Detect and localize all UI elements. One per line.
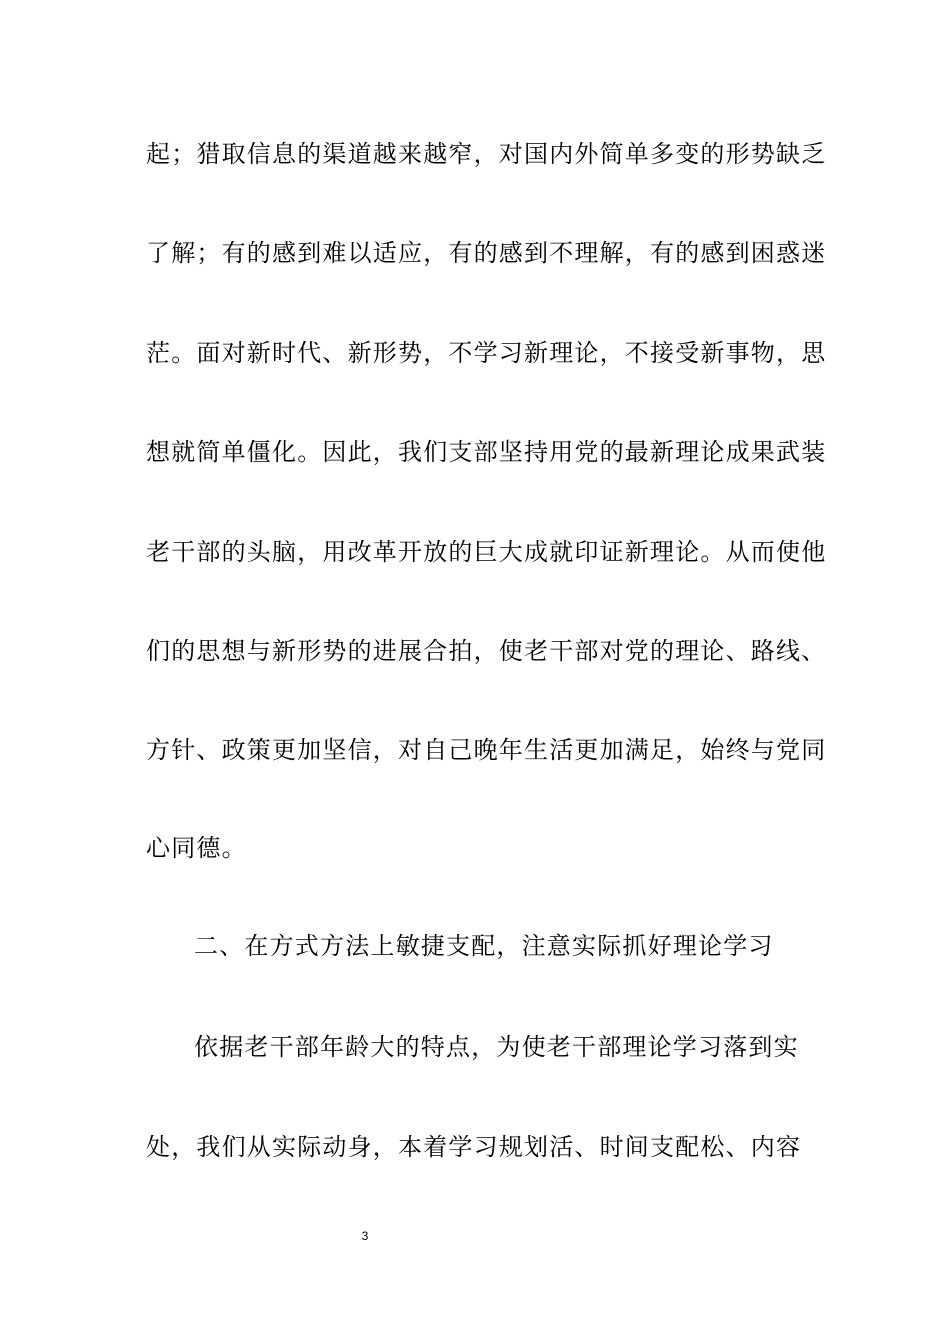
section-heading: 二、在方式方法上敏捷支配，注意实际抓好理论学习 — [194, 932, 774, 960]
body-text-line-6: 们的思想与新形势的进展合拍，使老干部对党的理论、路线、 — [146, 637, 827, 665]
paragraph-2-line-1: 依据老干部年龄大的特点，为使老干部理论学习落到实 — [194, 1033, 799, 1061]
page-number: 3 — [361, 1229, 369, 1243]
body-text-line-7: 方针、政策更加坚信，对自己晚年生活更加满足，始终与党同 — [146, 736, 827, 764]
body-text-line-2: 了解；有的感到难以适应，有的感到不理解，有的感到困惑迷 — [146, 239, 827, 267]
body-text-line-4: 想就简单僵化。因此，我们支部坚持用党的最新理论成果武装 — [146, 438, 827, 466]
body-text-line-1: 起；猎取信息的渠道越来越窄，对国内外简单多变的形势缺乏 — [146, 140, 827, 168]
body-text-line-3: 茫。面对新时代、新形势，不学习新理论，不接受新事物，思 — [146, 339, 827, 367]
body-text-line-8: 心同德。 — [146, 834, 247, 862]
paragraph-2-line-2: 处，我们从实际动身，本着学习规划活、时间支配松、内容 — [146, 1133, 802, 1161]
body-text-line-5: 老干部的头脑，用改革开放的巨大成就印证新理论。从而使他 — [146, 538, 827, 566]
